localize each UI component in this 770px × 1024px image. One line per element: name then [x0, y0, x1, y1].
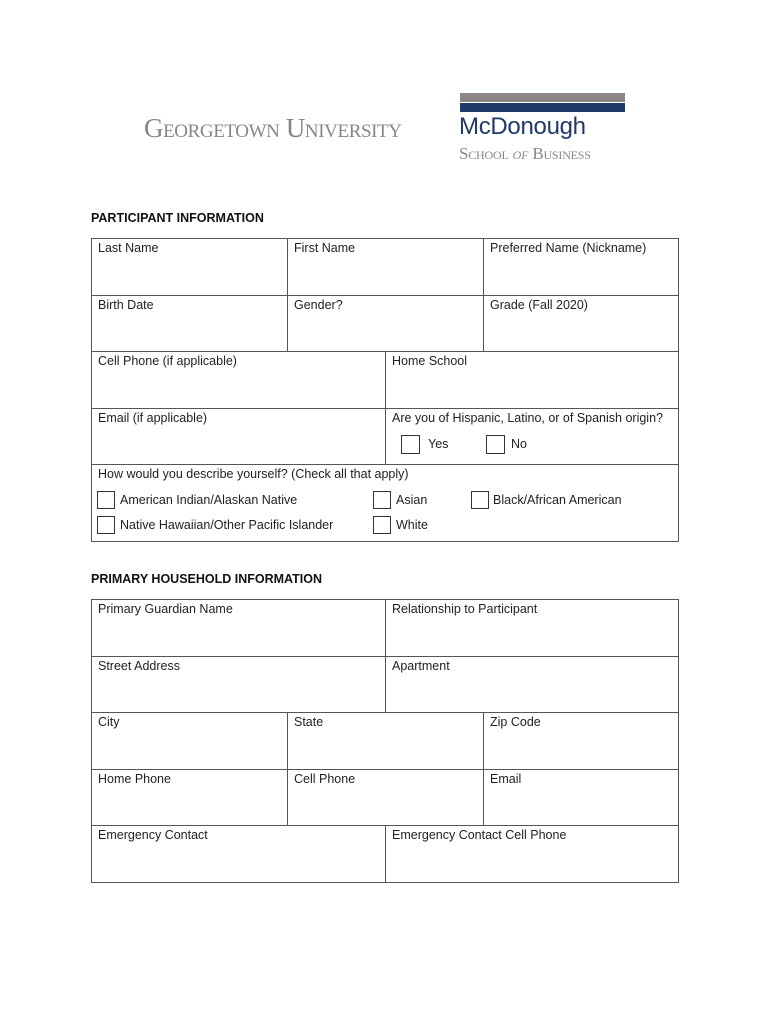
household-email-field[interactable] [484, 770, 678, 826]
race-field [92, 465, 678, 541]
household-row-city [92, 713, 678, 770]
zip-code-label: Zip Code [490, 715, 541, 729]
hispanic-no-checkbox[interactable] [486, 435, 505, 454]
zip-code-field[interactable] [484, 713, 678, 769]
race-black-label: Black/African American [493, 493, 622, 507]
cell-phone-field[interactable] [92, 352, 386, 408]
home-phone-field[interactable] [92, 770, 288, 826]
participant-row-race [92, 465, 678, 541]
relationship-label: Relationship to Participant [392, 602, 538, 616]
hispanic-yes-checkbox[interactable] [401, 435, 420, 454]
first-name-label: First Name [294, 241, 356, 255]
city-field[interactable] [92, 713, 288, 769]
email-field[interactable] [92, 409, 386, 465]
household-email-label: Email [490, 771, 522, 786]
participant-row-names [92, 239, 678, 296]
hispanic-yes-option[interactable] [401, 435, 448, 454]
street-address-field[interactable] [92, 657, 386, 713]
race-black-checkbox[interactable] [471, 491, 489, 509]
race-hawaiian-checkbox[interactable] [97, 516, 115, 534]
home-school-field[interactable] [386, 352, 678, 408]
emergency-cell-field[interactable] [386, 826, 678, 883]
race-hawaiian-option[interactable] [97, 516, 333, 534]
last-name-field[interactable] [92, 239, 288, 295]
emergency-contact-field[interactable] [92, 826, 386, 883]
home-school-label: Home School [392, 354, 468, 368]
home-phone-label: Home Phone [98, 771, 171, 786]
logo-school-of: of [512, 144, 529, 163]
city-label: City [98, 715, 120, 729]
hispanic-yes-label: Yes [428, 437, 449, 451]
household-row-emergency [92, 826, 678, 883]
apartment-label: Apartment [392, 658, 450, 673]
cell-phone-label: Cell Phone (if applicable) [98, 354, 237, 368]
georgetown-mcdonough-logo [0, 0, 770, 180]
race-american-indian-option[interactable] [97, 491, 297, 509]
household-row-guardian [92, 600, 678, 657]
grade-label: Grade (Fall 2020) [490, 297, 588, 312]
household-row-address [92, 657, 678, 714]
state-label: State [294, 715, 324, 729]
household-section-title: PRIMARY HOUSEHOLD INFORMATION [91, 572, 323, 586]
race-asian-label: Asian [396, 493, 428, 507]
race-asian-checkbox[interactable] [373, 491, 391, 509]
participant-row-email [92, 409, 678, 466]
preferred-name-field[interactable] [484, 239, 678, 295]
emergency-contact-label: Emergency Contact [98, 828, 208, 842]
emergency-cell-label: Emergency Contact Cell Phone [392, 828, 567, 842]
logo-university-text: Georgetown University [144, 113, 402, 143]
relationship-field[interactable] [386, 600, 678, 656]
race-american-indian-checkbox[interactable] [97, 491, 115, 509]
participant-section-title: PARTICIPANT INFORMATION [91, 211, 264, 225]
logo-school-prefix: School [459, 144, 509, 163]
race-hawaiian-label: Native Hawaiian/Other Pacific Islander [120, 518, 334, 532]
apartment-field[interactable] [386, 657, 678, 713]
email-label: Email (if applicable) [98, 410, 208, 425]
household-cell-phone-field[interactable] [288, 770, 484, 826]
grade-field[interactable] [484, 296, 678, 352]
last-name-label: Last Name [98, 241, 159, 255]
birth-date-field[interactable] [92, 296, 288, 352]
state-field[interactable] [288, 713, 484, 769]
hispanic-origin-field [386, 409, 678, 465]
household-grid [91, 599, 679, 883]
participant-row-phone [92, 352, 678, 409]
logo-school-line [459, 144, 591, 164]
logo-bar-navy [460, 103, 625, 112]
hispanic-no-option[interactable] [486, 435, 527, 454]
household-row-phones [92, 770, 678, 827]
hispanic-question-label: Are you of Hispanic, Latino, or of Spanish origin? [392, 410, 663, 425]
logo-bar-gray [460, 93, 625, 102]
race-question-label: How would you describe yourself? (Check all that apply) [98, 467, 409, 481]
race-white-option[interactable] [373, 516, 428, 534]
preferred-name-label: Preferred Name (Nickname) [490, 241, 647, 255]
primary-guardian-field[interactable] [92, 600, 386, 656]
race-american-indian-label: American Indian/Alaskan Native [120, 493, 298, 507]
race-black-option[interactable] [471, 491, 622, 509]
gender-field[interactable] [288, 296, 484, 352]
first-name-field[interactable] [288, 239, 484, 295]
logo-school-suffix: Business [532, 144, 591, 163]
hispanic-no-label: No [511, 437, 527, 451]
race-white-label: White [396, 518, 428, 532]
household-cell-phone-label: Cell Phone [294, 771, 356, 786]
gender-label: Gender? [294, 297, 343, 312]
participant-grid [91, 238, 679, 542]
primary-guardian-label: Primary Guardian Name [98, 602, 233, 616]
race-white-checkbox[interactable] [373, 516, 391, 534]
race-asian-option[interactable] [373, 491, 427, 509]
logo-school-name: McDonough [459, 113, 586, 140]
participant-row-birth [92, 296, 678, 353]
street-address-label: Street Address [98, 658, 180, 673]
birth-date-label: Birth Date [98, 297, 154, 312]
